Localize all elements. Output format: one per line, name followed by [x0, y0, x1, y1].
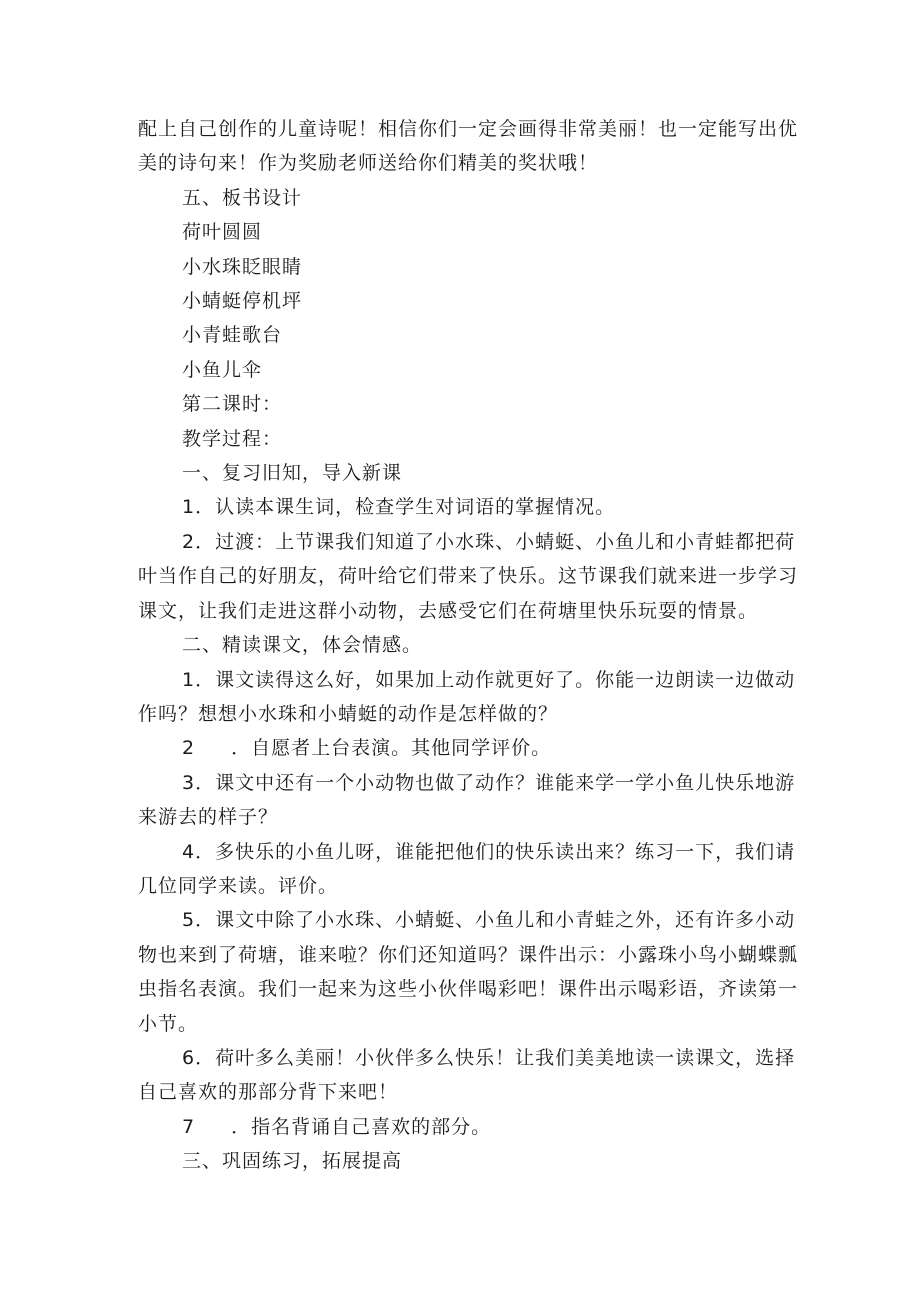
list-item: 3．课文中还有一个小动物也做了动作？谁能来学一学小鱼儿快乐地游来游去的样子？	[138, 771, 796, 829]
list-item: 2．过渡：上节课我们知道了小水珠、小蜻蜓、小鱼儿和小青蛙都把荷叶当作自己的好朋友，荷叶给它们带来了快乐。这节课我们就来进一步学习课文，让我们走进这群小动物，去感受它们在荷塘里快乐玩耍的情景。	[138, 530, 799, 622]
board-line: 荷叶圆圆	[182, 221, 263, 244]
list-number: 7	[182, 1115, 196, 1138]
list-item	[138, 731, 798, 765]
board-line: 小青蛙歌台	[182, 324, 283, 347]
list-text: ．自愿者上台表演。其他同学评价。	[231, 737, 552, 760]
board-line: 小水珠眨眼睛	[182, 255, 303, 278]
process-label: 教学过程：	[182, 427, 283, 450]
list-item: 6．荷叶多么美丽！小伙伴多么快乐！让我们美美地读一读课文，选择自己喜欢的那部分背下来吧！	[138, 1046, 796, 1104]
list-item	[138, 1110, 798, 1144]
document-body	[138, 112, 798, 1179]
section-heading: 五、板书设计	[182, 186, 303, 209]
lesson-label: 第二课时：	[182, 393, 283, 416]
list-item: 1．认读本课生词，检查学生对词语的掌握情况。	[182, 496, 616, 519]
board-line: 小鱼儿伞	[182, 358, 263, 381]
list-item: 4．多快乐的小鱼儿呀，谁能把他们的快乐读出来？练习一下，我们请几位同学来读。评价。	[138, 840, 796, 897]
section-heading: 三、巩固练习，拓展提高	[182, 1150, 403, 1173]
section-heading: 二、精读课文，体会情感。	[182, 634, 423, 657]
list-item: 1．课文读得这么好，如果加上动作就更好了。你能一边朗读一边做动作吗？想想小水珠和小蜻蜓的动作是怎样做的？	[138, 668, 796, 725]
section-heading: 一、复习旧知，导入新课	[182, 462, 403, 485]
list-text: ．指名背诵自己喜欢的部分。	[231, 1115, 492, 1138]
list-number: 2	[182, 737, 196, 760]
paragraph: 配上自己创作的儿童诗呢！相信你们一定会画得非常美丽！也一定能写出优美的诗句来！作为奖励老师送给你们精美的奖状哦！	[138, 118, 799, 175]
board-line: 小蜻蜓停机坪	[182, 290, 303, 313]
list-item: 5．课文中除了小水珠、小蜻蜓、小鱼儿和小青蛙之外，还有许多小动物也来到了荷塘，谁来啦？你们还知道吗？课件出示：小露珠小鸟小蝴蝶瓢虫指名表演。我们一起来为这些小伙伴喝彩吧！课件出示喝彩语，齐读第一小节。	[138, 909, 799, 1035]
